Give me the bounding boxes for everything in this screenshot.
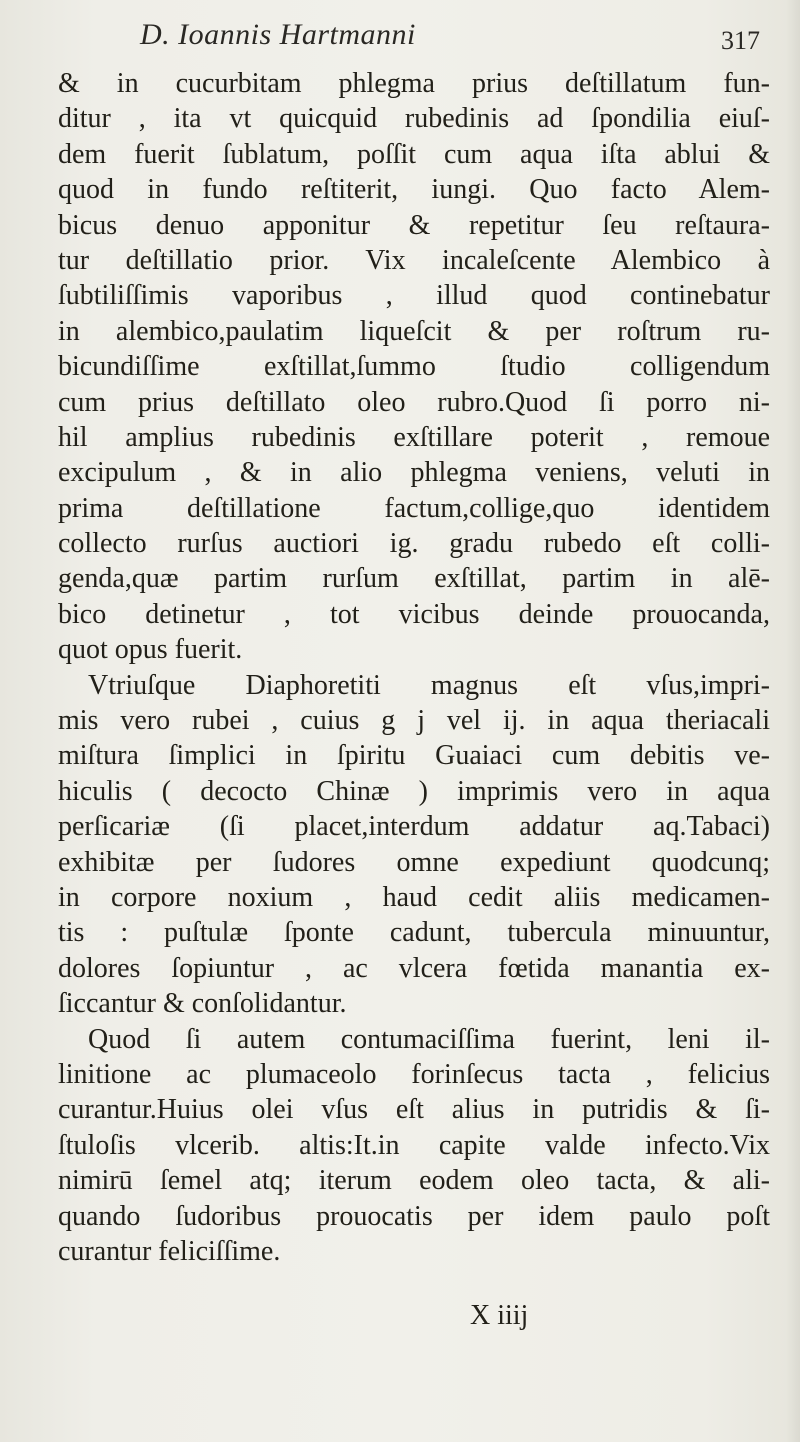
text-line: dolores ſopiuntur , ac vlcera fœtida manantia ex-	[58, 952, 770, 984]
text-line: bicundiſſime exſtillat,ſummo ſtudio colligendum	[58, 351, 770, 383]
text-line: in alembico,paulatim liqueſcit & per roſtrum ru-	[58, 315, 770, 347]
text-line: miſtura ſimplici in ſpiritu Guaiaci cum debitis ve-	[58, 740, 770, 772]
text-line: bico detinetur , tot vicibus deinde prouocanda,	[58, 598, 770, 630]
page-header	[60, 14, 760, 64]
text-line: dem fuerit ſublatum, poſſit cum aqua iſta ablui &	[58, 138, 770, 170]
text-line: collecto rurſus auctiori ig. gradu rubedo eſt colli-	[58, 528, 770, 560]
text-line: perſicariæ (ſi placet,interdum addatur aq.Tabaci)	[58, 811, 770, 843]
text-line: linitione ac plumaceolo forinſecus tacta , felicius	[58, 1058, 770, 1090]
text-line: excipulum , & in alio phlegma veniens, veluti in	[58, 457, 770, 489]
paragraph-end-line: curantur feliciſſime.	[58, 1235, 281, 1267]
text-line: tis : puſtulæ ſponte cadunt, tubercula minuuntur,	[58, 917, 770, 949]
text-line: mis vero rubei , cuius g j vel ij. in aqua theriacali	[58, 705, 770, 737]
body-text	[58, 66, 770, 1269]
text-line: cum prius deſtillato oleo rubro.Quod ſi porro ni-	[58, 386, 770, 418]
text-line: prima deſtillatione factum,collige,quo identidem	[58, 492, 770, 524]
paragraph-start-line: Vtriuſque Diaphoretiti magnus eſt vſus,impri-	[88, 669, 770, 701]
running-head: D. Ioannis Hartmanni	[140, 18, 416, 51]
text-line: bicus denuo apponitur & repetitur ſeu reſtaura-	[58, 209, 770, 241]
signature-mark: X iiij	[470, 1300, 529, 1331]
paragraph-end-line: quot opus fuerit.	[58, 634, 243, 666]
paragraph-start-line: Quod ſi autem contumaciſſima fuerint, leni il-	[88, 1023, 770, 1055]
text-line: ſubtiliſſimis vaporibus , illud quod continebatur	[58, 280, 770, 312]
text-line: curantur.Huius olei vſus eſt alius in putridis & ſi-	[58, 1094, 770, 1126]
text-line: nimirū ſemel atq; iterum eodem oleo tacta, & ali-	[58, 1165, 770, 1197]
page-number: 317	[721, 26, 760, 55]
text-line: quod in fundo reſtiterit, iungi. Quo facto Alem-	[58, 174, 770, 206]
text-line: hiculis ( decocto Chinæ ) imprimis vero in aqua	[58, 775, 770, 807]
text-line: genda,quæ partim rurſum exſtillat, partim in alē-	[58, 563, 770, 595]
text-line: hil amplius rubedinis exſtillare poterit , remoue	[58, 421, 770, 453]
text-line: tur deſtillatio prior. Vix incaleſcente Alembico à	[58, 244, 770, 276]
text-line: ſtuloſis vlcerib. altis:It.in capite valde infecto.Vix	[58, 1129, 770, 1161]
paragraph-end-line: ſiccantur & conſolidantur.	[58, 988, 347, 1020]
text-line: ditur , ita vt quicquid rubedinis ad ſpondilia eiuſ-	[58, 103, 770, 135]
text-line: exhibitæ per ſudores omne expediunt quodcunq;	[58, 846, 770, 878]
text-line: in corpore noxium , haud cedit aliis medicamen-	[58, 881, 770, 913]
text-line: & in cucurbitam phlegma prius deſtillatum fun-	[58, 68, 770, 99]
text-line: quando ſudoribus prouocatis per idem paulo poſt	[58, 1200, 770, 1232]
page-edge-shadow	[786, 0, 800, 1442]
